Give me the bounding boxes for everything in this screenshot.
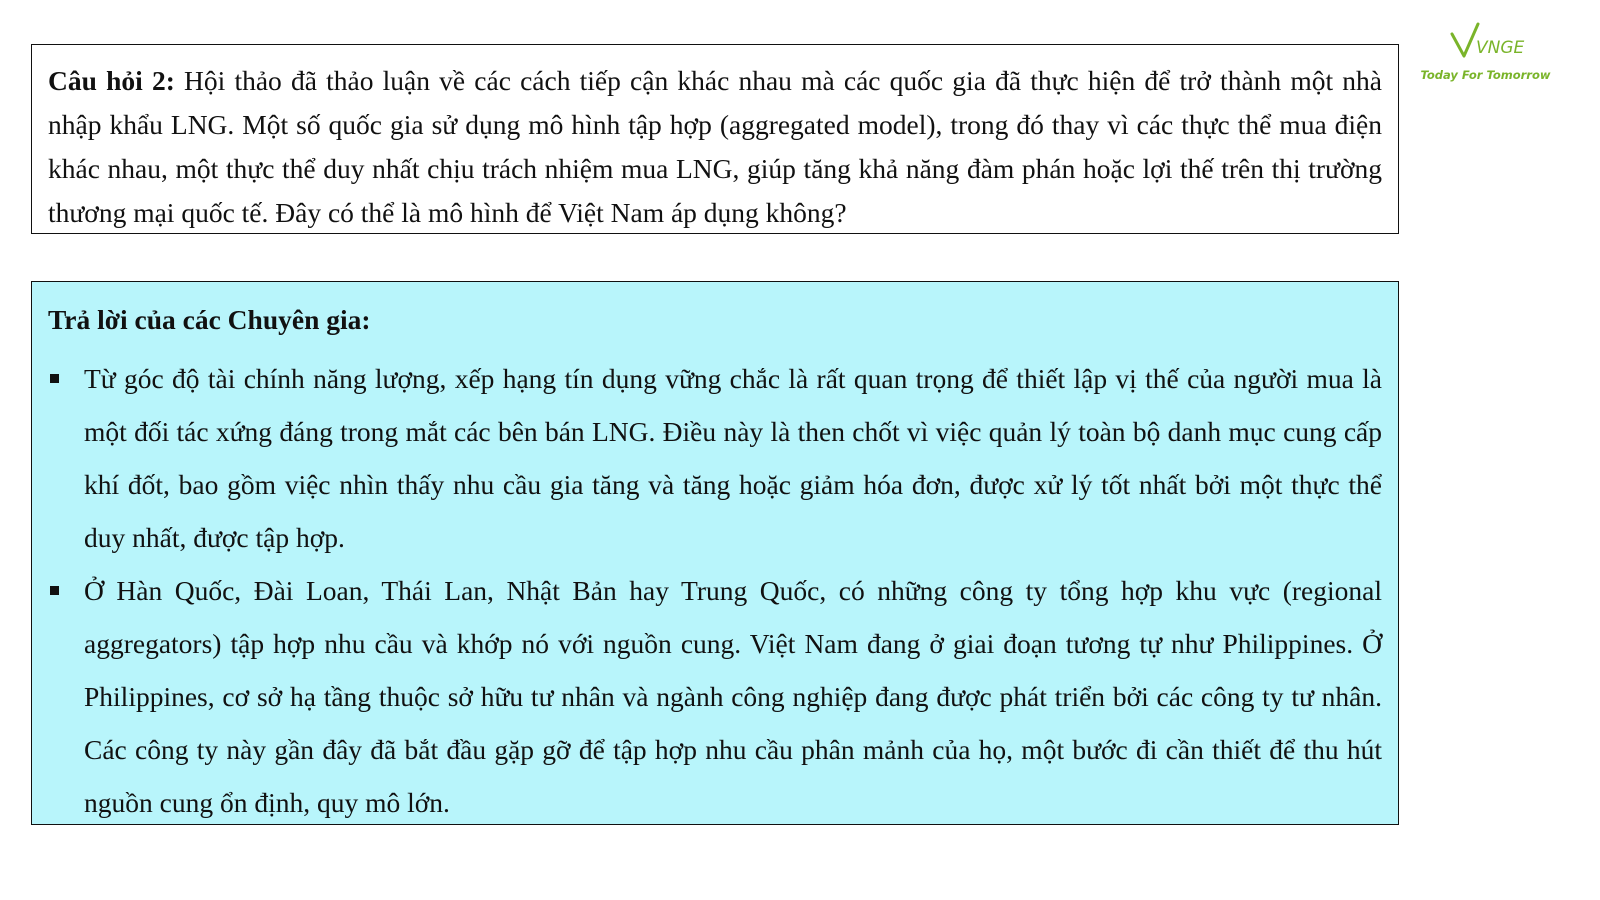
answer-item-text: Ở Hàn Quốc, Đài Loan, Thái Lan, Nhật Bản hay Trung Quốc, có những công ty tổng hợp khu vực (regional aggregators) tập hợp nhu cầu và khớp nó với nguồn cung. Việt Nam đang ở giai đoạn tương tự như Philippines. Ở Philippines, cơ sở hạ tầng thuộc sở hữu tư nhân và ngành công nghiệp đang được phát triển bởi các công ty tư nhân. Các công ty này gần đây đã bắt đầu gặp gỡ để tập hợp nhu cầu phân mảnh của họ, một bước đi cần thiết để thu hút nguồn cung ổn định, quy mô lớn. (84, 575, 1382, 818)
vnge-logo (1418, 20, 1553, 90)
question-box (31, 44, 1399, 234)
answer-list (48, 352, 1382, 829)
answer-item (48, 352, 1382, 564)
answer-title: Trả lời của các Chuyên gia: (48, 304, 371, 335)
answer-item-text: Từ góc độ tài chính năng lượng, xếp hạng tín dụng vững chắc là rất quan trọng để thiết lập vị thế của người mua là một đối tác xứng đáng trong mắt các bên bán LNG. Điều này là then chốt vì việc quản lý toàn bộ danh mục cung cấp khí đốt, bao gồm việc nhìn thấy nhu cầu gia tăng và tăng hoặc giảm hóa đơn, được xử lý tốt nhất bởi một thực thể duy nhất, được tập hợp. (84, 363, 1382, 553)
question-text: Hội thảo đã thảo luận về các cách tiếp cận khác nhau mà các quốc gia đã thực hiện để trở thành một nhà nhập khẩu LNG. Một số quốc gia sử dụng mô hình tập hợp (aggregated model), trong đó thay vì các thực thể mua điện khác nhau, một thực thể duy nhất chịu trách nhiệm mua LNG, giúp tăng khả năng đàm phán hoặc lợi thế trên thị trường thương mại quốc tế. Đây có thể là mô hình để Việt Nam áp dụng không? (48, 65, 1382, 228)
square-bullet-icon (50, 586, 59, 595)
logo-tagline: Today For Tomorrow (1420, 68, 1551, 82)
logo-brand-text: VNGE (1476, 38, 1525, 58)
answer-box (31, 281, 1399, 825)
vnge-logo-mark (1448, 20, 1528, 62)
question-label: Câu hỏi 2: (48, 65, 175, 96)
answer-item (48, 564, 1382, 829)
square-bullet-icon (50, 374, 59, 383)
